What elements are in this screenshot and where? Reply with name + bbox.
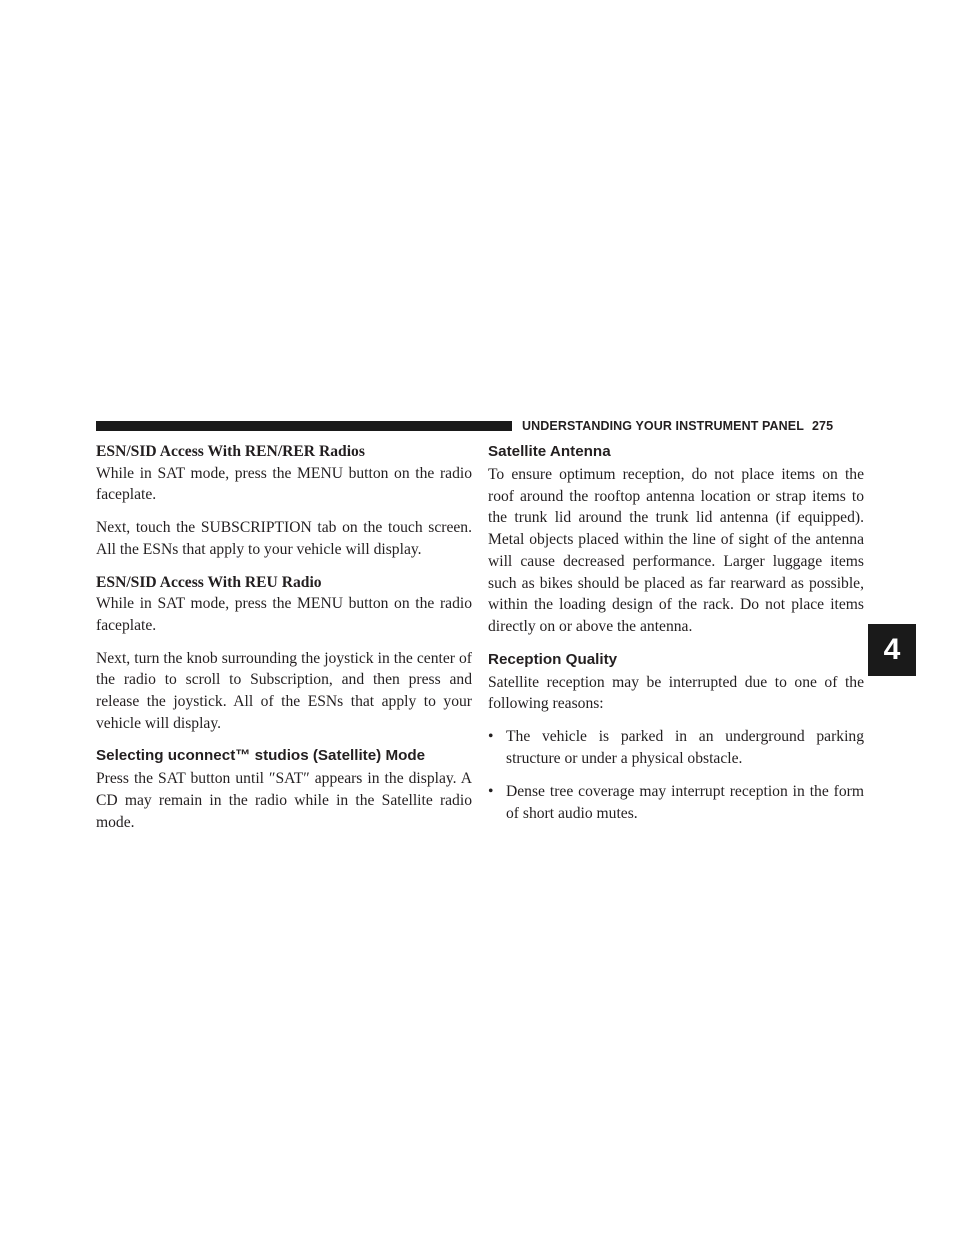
bullet-icon: • <box>488 728 494 746</box>
paragraph: Satellite reception may be interrupted due to one of the following reasons: <box>488 673 864 713</box>
paragraph: Press the SAT button until ″SAT″ appears in the display. A CD may remain in the radio while in the Satellite radio mode. <box>96 770 472 831</box>
list-item-text: The vehicle is parked in an underground parking structure or under a physical obstacle. <box>506 728 864 767</box>
page-number: 275 <box>811 419 834 433</box>
paragraph: While in SAT mode, press the MENU button on the radio faceplate. <box>96 595 472 634</box>
heading-reception-quality: Reception Quality <box>488 650 618 668</box>
paragraph: Next, turn the knob surrounding the joystick in the center of the radio to scroll to Subscription, and then press and release the joystick. All of the ESNs that apply to your vehicle will display. <box>96 649 472 732</box>
heading-selecting-satellite-mode: Selecting uconnect™ studios (Satellite) Mode <box>96 747 426 765</box>
paragraph: To ensure optimum reception, do not place items on the roof around the rooftop antenna location or strap items to the trunk lid around the trunk lid antenna (if equipped). Metal objects placed within the line of sight of the antenna will cause decreased performance. Larger luggage items such as bikes should be placed as far rearward as possible, within the loading design of the rack. Do not place items directly on or above the antenna. <box>488 466 864 635</box>
bullet-icon: • <box>488 783 494 801</box>
left-column <box>96 441 472 845</box>
right-column <box>488 441 864 837</box>
chapter-tab: 4 <box>868 624 916 676</box>
list-item <box>488 781 864 824</box>
heading-esn-reu: ESN/SID Access With REU Radio <box>96 573 322 591</box>
heading-satellite-antenna: Satellite Antenna <box>488 443 611 460</box>
list-item-text: Dense tree coverage may interrupt reception in the form of short audio mutes. <box>506 783 864 823</box>
section-title: UNDERSTANDING YOUR INSTRUMENT PANEL <box>522 419 804 433</box>
running-header <box>522 418 866 434</box>
paragraph: While in SAT mode, press the MENU button on the radio faceplate. <box>96 464 472 504</box>
list-item <box>488 726 864 769</box>
paragraph: Next, touch the SUBSCRIPTION tab on the touch screen. All the ESNs that apply to your vehicle will display. <box>96 519 472 558</box>
heading-esn-ren-rer: ESN/SID Access With REN/RER Radios <box>96 443 365 460</box>
header-rule <box>96 421 512 431</box>
reasons-list <box>488 726 864 825</box>
